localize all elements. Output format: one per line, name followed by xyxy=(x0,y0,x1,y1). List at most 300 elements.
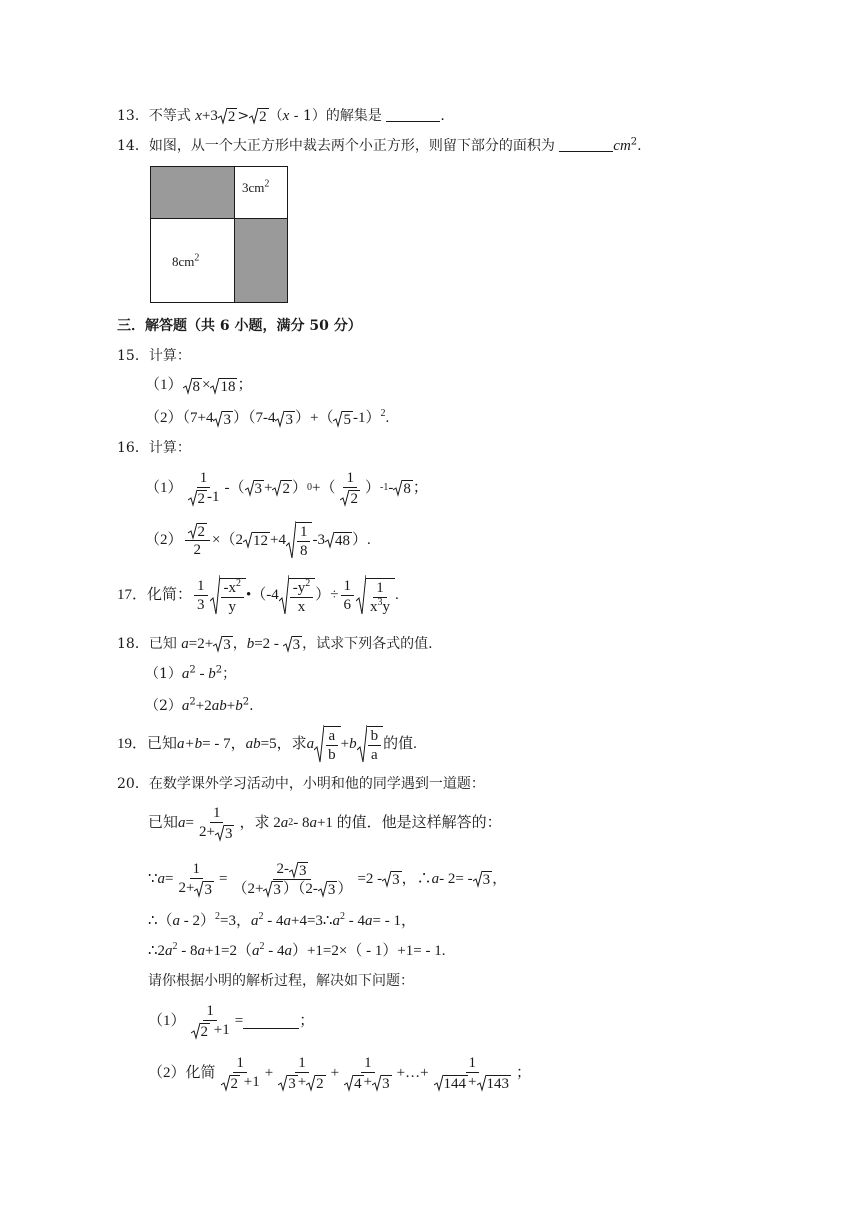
var-x: x xyxy=(195,108,202,124)
radicand: 3 xyxy=(482,872,491,888)
operator: + xyxy=(468,1074,477,1091)
denominator: b xyxy=(328,747,336,763)
var: y xyxy=(297,580,306,596)
var-a: a xyxy=(181,698,190,714)
exponent: 2 xyxy=(189,664,196,676)
var-a: a xyxy=(309,815,317,831)
numerator: 1 xyxy=(297,523,311,542)
label-exponent: 2 xyxy=(264,178,270,190)
question-20-solution-1 xyxy=(148,856,507,902)
term: -1） xyxy=(352,410,381,426)
fraction xyxy=(176,860,217,898)
label-text: 8cm xyxy=(172,254,195,269)
sqrt xyxy=(434,1074,469,1092)
numerator: 1 xyxy=(343,469,357,488)
term: = - 1， xyxy=(372,913,416,929)
radicand: 3 xyxy=(288,1075,296,1092)
question-text: ，试求下列各式的值. xyxy=(302,636,433,652)
term: ）（2- xyxy=(282,880,318,897)
var-x: x xyxy=(282,108,290,124)
term: +1 xyxy=(210,1022,230,1039)
end-punct: . xyxy=(440,108,445,124)
large-square-label xyxy=(172,254,199,270)
fraction xyxy=(275,1054,328,1092)
end-punct: ； xyxy=(237,377,253,393)
question-text: 计算： xyxy=(148,348,191,364)
question-20-solution-3 xyxy=(148,941,446,961)
radicand: 3 xyxy=(204,881,212,898)
operator: + xyxy=(264,480,273,496)
denominator xyxy=(185,488,223,507)
exponent: 2 xyxy=(259,941,265,952)
fraction xyxy=(297,523,311,560)
exponent: 2 xyxy=(305,578,311,589)
answer-blank[interactable] xyxy=(243,1014,299,1029)
question-16-part-2 xyxy=(145,516,371,564)
sqrt xyxy=(372,1074,392,1092)
var-a: a xyxy=(181,636,189,652)
radicand: 2 xyxy=(227,109,236,125)
sqrt xyxy=(191,1022,211,1040)
radicand: 2 xyxy=(350,490,358,507)
term: •（-4 xyxy=(246,587,279,603)
question-text: - 1）的解集是 xyxy=(289,108,387,124)
question-text: 不等式 xyxy=(148,108,196,124)
term: - 4 xyxy=(264,943,285,959)
fraction xyxy=(341,1054,394,1092)
fraction xyxy=(337,469,363,507)
question-text: 已知 xyxy=(148,636,182,652)
end-punct: ， xyxy=(492,871,508,887)
sqrt xyxy=(278,1074,298,1092)
sqrt xyxy=(340,489,360,507)
operator: × xyxy=(202,377,211,393)
sqrt xyxy=(382,870,402,888)
end-punct: . xyxy=(385,410,390,426)
radicand: 18 xyxy=(220,378,236,395)
radicand: 2 xyxy=(200,1023,209,1040)
numerator: 1 xyxy=(194,577,208,596)
term: ） xyxy=(364,480,380,496)
term: =2 - xyxy=(254,636,283,652)
end-punct: . xyxy=(395,587,399,603)
sqrt xyxy=(215,824,235,842)
radicand: 2 xyxy=(230,1075,239,1092)
var-a: a xyxy=(251,913,259,929)
sqrt xyxy=(286,520,313,560)
sqrt xyxy=(333,410,353,428)
var: x xyxy=(228,580,237,596)
fraction xyxy=(185,469,223,507)
fraction xyxy=(218,1054,263,1092)
question-number: 14． xyxy=(117,138,149,154)
radicand: 2 xyxy=(259,109,267,125)
part-label: （1） xyxy=(145,666,182,682)
var-a: a xyxy=(157,871,166,887)
denominator: y xyxy=(228,599,237,615)
sqrt xyxy=(263,880,283,898)
fraction xyxy=(188,1002,233,1040)
radicand: 144 xyxy=(443,1075,467,1092)
var-a: a xyxy=(197,943,206,959)
var-a: a xyxy=(181,666,190,682)
operator: + xyxy=(340,736,350,752)
question-text: +1 的值．他是这样解答的： xyxy=(316,815,502,831)
question-text: 的值. xyxy=(383,736,417,752)
question-20-part-2 xyxy=(148,1050,531,1096)
exponent: 2 xyxy=(215,664,223,676)
radicand: 3 xyxy=(224,825,233,842)
numerator xyxy=(273,860,311,880)
numerator: 1 xyxy=(210,804,224,823)
exponent: 3 xyxy=(377,597,383,608)
question-15-part-2 xyxy=(145,408,389,428)
fraction xyxy=(221,579,245,616)
fraction xyxy=(290,579,314,616)
sqrt xyxy=(325,531,352,549)
question-number: 15． xyxy=(117,348,149,364)
numerator: 1 xyxy=(190,860,204,879)
radicand: 3 xyxy=(292,637,301,653)
squares-figure xyxy=(150,166,290,308)
var-ab: ab xyxy=(211,698,227,714)
term: ∴2 xyxy=(148,943,166,959)
numerator: a xyxy=(326,727,339,746)
answer-blank[interactable] xyxy=(386,107,440,122)
operator: = xyxy=(234,1013,244,1029)
numerator: 1 xyxy=(466,1054,480,1073)
var-a: a xyxy=(178,815,186,831)
question-18-part-2 xyxy=(145,696,254,716)
question-number: 16． xyxy=(117,440,149,456)
question-text: ，求 2 xyxy=(239,815,281,831)
question-number: 19． xyxy=(117,736,148,752)
therefore-symbol: ，∴ xyxy=(401,871,432,887)
radicand: 3 xyxy=(298,862,307,879)
question-18-part-1 xyxy=(145,664,236,684)
numerator: b xyxy=(368,727,382,746)
term: =5，求 xyxy=(260,736,307,752)
label-text: 3cm xyxy=(242,180,265,195)
numerator: 1 xyxy=(361,1054,375,1073)
sqrt xyxy=(289,861,309,879)
sqrt xyxy=(314,724,341,764)
sqrt xyxy=(357,724,384,764)
radicand: 5 xyxy=(343,411,351,428)
question-text: 在数学课外学习活动中，小明和他的同学遇到一道题： xyxy=(148,776,485,792)
term: =2 - xyxy=(357,871,383,887)
var: y xyxy=(382,599,391,615)
question-17 xyxy=(117,570,399,620)
term: （2+ xyxy=(232,880,264,897)
exponent: 2 xyxy=(380,408,386,419)
var-a: a xyxy=(172,913,181,929)
radicand xyxy=(366,578,395,616)
var-ab: ab xyxy=(245,736,261,752)
sqrt xyxy=(243,531,270,549)
shaded-region-right xyxy=(235,219,288,303)
term: +（ xyxy=(312,480,336,496)
radicand: 3 xyxy=(273,882,281,899)
exponent: 2 xyxy=(236,578,242,589)
therefore-symbol: ∴（ xyxy=(148,913,173,929)
var-b: b xyxy=(208,666,216,682)
question-20-given: 已知 a = 1 2+ 3 ，求 2 a 2 - 8 a +1 的值．他是这样解答的： xyxy=(148,805,502,842)
exponent: 2 xyxy=(215,911,221,922)
sqrt xyxy=(213,635,233,653)
part-label: （1） xyxy=(148,1013,186,1029)
operator: + xyxy=(264,1065,274,1081)
part-label: （1） xyxy=(145,377,183,393)
sqrt xyxy=(218,107,238,125)
denominator: 6 xyxy=(343,596,352,613)
numerator: 1 xyxy=(233,1054,247,1073)
end-punct: . xyxy=(249,698,254,714)
term: = - 7， xyxy=(202,736,246,752)
question-20 xyxy=(117,774,485,794)
term: -（ xyxy=(224,480,245,496)
sqrt xyxy=(344,1074,364,1092)
sqrt xyxy=(318,880,338,898)
var-a: a xyxy=(332,913,340,929)
question-number: 13． xyxy=(117,108,149,124)
sqrt xyxy=(213,410,233,428)
shaded-region-top xyxy=(151,167,235,219)
fraction xyxy=(185,521,211,559)
operator: = xyxy=(218,871,228,887)
radicand xyxy=(220,578,247,616)
exponent: 2 xyxy=(189,696,196,708)
question-text: 如图，从一个大正方形中裁去两个小正方形，则留下部分的面积为 xyxy=(148,138,560,154)
sqrt xyxy=(245,479,265,497)
unit-exponent: 2 xyxy=(630,136,638,148)
question-text: 计算： xyxy=(148,440,191,456)
question-16 xyxy=(117,438,191,458)
part-label: （2）化简 xyxy=(148,1065,216,1081)
var-a: a xyxy=(431,871,440,887)
term: ）+1=2×（ - 1）+1= - 1. xyxy=(291,943,446,959)
exponent: 2 xyxy=(242,696,250,708)
sqrt xyxy=(188,489,208,507)
term: +2 xyxy=(195,698,212,714)
question-text: 化简： xyxy=(147,587,193,603)
exponent: 2 xyxy=(339,911,345,922)
radicand xyxy=(296,522,313,560)
label-exponent: 2 xyxy=(194,252,200,264)
question-number: 17． xyxy=(117,587,148,603)
numerator: 1 xyxy=(197,469,211,488)
question-15-part-1 xyxy=(145,375,253,395)
sqrt xyxy=(283,635,303,653)
term: 2+ xyxy=(178,880,195,897)
term: - 2= - xyxy=(439,871,473,887)
fraction xyxy=(229,860,355,898)
denominator xyxy=(218,1073,263,1092)
part-label: （2） xyxy=(145,532,183,548)
term: +1 xyxy=(240,1074,260,1091)
sqrt xyxy=(249,107,269,125)
term: 2+ xyxy=(198,824,215,841)
operator: + xyxy=(226,698,236,714)
radicand: 12 xyxy=(252,533,268,549)
var-b: b xyxy=(235,698,243,714)
term: +1=2（ xyxy=(205,943,252,959)
term: ） xyxy=(291,480,307,496)
var: x xyxy=(370,599,378,615)
fraction xyxy=(368,727,382,764)
exponent: 2 xyxy=(258,911,264,922)
question-text: 已知 xyxy=(147,736,178,752)
sqrt xyxy=(356,574,395,616)
term: +3 xyxy=(201,108,218,124)
denominator xyxy=(367,598,393,616)
sqrt xyxy=(221,1074,241,1092)
term: +4=3∴ xyxy=(291,913,333,929)
term: ）÷ xyxy=(315,587,339,603)
term: ）+（ xyxy=(294,410,334,426)
var-a: a xyxy=(284,943,292,959)
answer-blank[interactable] xyxy=(559,137,613,152)
radicand: 2 xyxy=(282,481,290,497)
sqrt xyxy=(183,377,203,395)
var-b: b xyxy=(349,736,357,752)
question-number: 20． xyxy=(117,776,149,792)
denominator: a xyxy=(370,747,378,763)
radicand: 2 xyxy=(316,1075,324,1092)
var-a: a xyxy=(251,943,260,959)
numerator: $-y^2$ xyxy=(290,579,314,598)
denominator xyxy=(176,879,217,898)
sqrt xyxy=(210,377,237,395)
denominator xyxy=(196,823,237,842)
question-19 xyxy=(117,722,417,766)
term: - 4 xyxy=(344,913,365,929)
radicand: 2 xyxy=(197,490,206,507)
numerator: 1 xyxy=(341,577,355,596)
term: =3， xyxy=(220,913,252,929)
because-symbol: ∵ xyxy=(148,871,158,887)
radicand: 3 xyxy=(254,481,263,497)
denominator xyxy=(229,880,355,899)
sqrt xyxy=(210,574,247,616)
term: =2+ xyxy=(188,636,214,652)
unit: cm xyxy=(613,138,631,154)
operator: + xyxy=(297,1074,307,1091)
var-a: a xyxy=(306,736,315,752)
denominator xyxy=(337,488,363,507)
end-punct: ； xyxy=(412,480,428,496)
question-13 xyxy=(117,106,445,126)
term: 2- xyxy=(276,860,289,877)
sqrt xyxy=(306,1074,326,1092)
question-14 xyxy=(117,136,642,156)
term: - 2） xyxy=(180,913,216,929)
radicand: 3 xyxy=(285,411,293,428)
radicand: 143 xyxy=(486,1075,509,1092)
numerator: 1 xyxy=(203,1002,217,1021)
end-punct: ）. xyxy=(351,532,371,548)
term: （7+4 xyxy=(182,410,214,426)
end-punct: ； xyxy=(222,666,237,682)
var-b: b xyxy=(246,636,255,652)
sqrt xyxy=(279,574,316,616)
fraction xyxy=(325,727,339,764)
term: - 4 xyxy=(263,913,284,929)
operator: - xyxy=(195,666,209,682)
question-20-part-1 xyxy=(148,998,314,1044)
radicand: 3 xyxy=(223,637,231,653)
radicand: 4 xyxy=(354,1075,362,1092)
fraction xyxy=(194,577,208,614)
question-16-part-1: （1） 1 2 -1 -（ 3 + 2 ） 0 +（ $\frac{1}{2}$ ） -1 - 8 ； xyxy=(145,470,428,507)
sqrt xyxy=(393,479,413,497)
var-a: a xyxy=(283,913,292,929)
sqrt xyxy=(477,1074,512,1092)
radicand: 8 xyxy=(403,481,411,497)
paren: （ xyxy=(268,108,283,124)
denominator xyxy=(341,1073,394,1092)
radicand xyxy=(289,578,316,616)
radicand: 8 xyxy=(192,378,201,395)
radicand xyxy=(367,726,384,764)
operator: + xyxy=(330,1065,340,1081)
part-label: （2） xyxy=(145,410,183,426)
denominator: 2 xyxy=(193,541,202,558)
radicand: 3 xyxy=(327,882,336,899)
part-label: （2） xyxy=(145,698,182,714)
denominator: 8 xyxy=(299,543,308,559)
question-15 xyxy=(117,346,191,366)
radicand: 48 xyxy=(334,533,350,549)
fraction xyxy=(341,577,355,614)
term: ） xyxy=(337,880,353,897)
question-20-instruction: 请你根据小明的解析过程，解决如下问题： xyxy=(148,973,414,989)
part-label: （1） xyxy=(145,480,183,496)
term: -3 xyxy=(312,532,325,548)
var-a: a xyxy=(165,943,173,959)
operator: - xyxy=(388,480,394,496)
fraction xyxy=(367,579,393,616)
punct: ， xyxy=(232,636,247,652)
question-20-solution-2 xyxy=(148,911,416,931)
term: +4 xyxy=(269,532,286,548)
term: -1 xyxy=(207,489,220,506)
denominator xyxy=(188,1021,233,1040)
radicand: 3 xyxy=(382,1075,390,1092)
denominator xyxy=(431,1073,514,1092)
radicand: 3 xyxy=(392,872,400,888)
gt-symbol: > xyxy=(237,108,250,124)
sqrt xyxy=(272,479,292,497)
term: - 8 xyxy=(177,943,198,959)
section-title: 三．解答题（共 6 小题，满分 50 分） xyxy=(117,318,362,334)
operator: = xyxy=(165,871,174,887)
sqrt xyxy=(275,410,295,428)
end-punct: ； xyxy=(299,1013,315,1029)
denominator: 3 xyxy=(197,596,205,613)
exponent: 2 xyxy=(172,941,178,952)
sqrt xyxy=(194,880,214,898)
sqrt xyxy=(188,522,208,540)
question-18 xyxy=(117,634,433,654)
radicand xyxy=(324,726,341,764)
term: - 8 xyxy=(293,815,310,831)
denominator xyxy=(275,1073,328,1092)
question-number: 18． xyxy=(117,636,149,652)
end-punct: ； xyxy=(516,1065,532,1081)
numerator: $-x^2$ xyxy=(221,579,245,598)
small-square-label xyxy=(242,180,269,196)
